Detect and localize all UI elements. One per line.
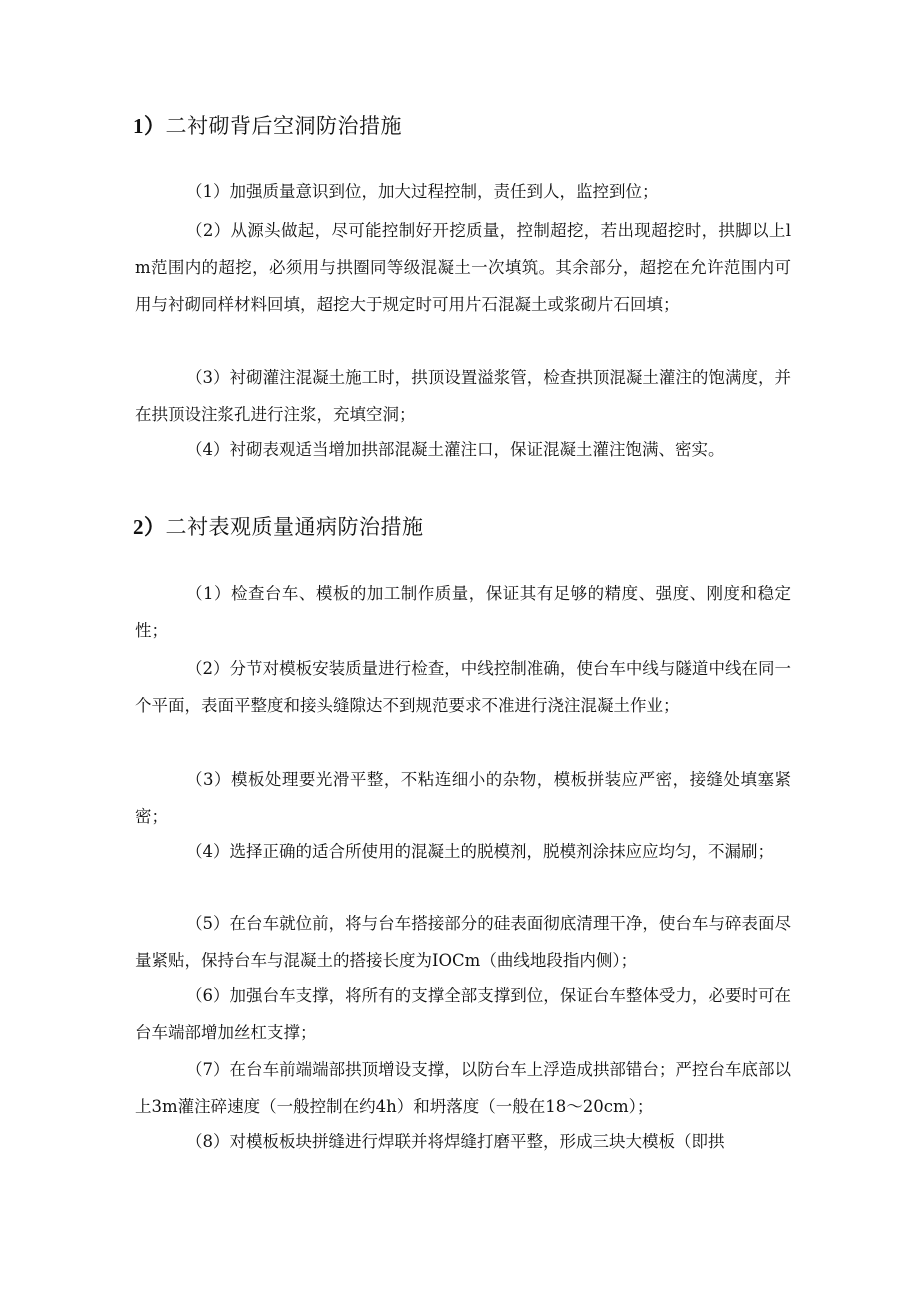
section-1-heading bbox=[133, 110, 402, 140]
section-2-paragraph-7: （7）在台车前端端部拱顶增设支撑，以防台车上浮造成拱部错台；严控台车底部以上3m灌注碎速度（一般控制在约4h）和坍落度（一般在18～20cm）； bbox=[135, 1060, 791, 1116]
section-2-number: 2） bbox=[133, 515, 166, 539]
section-2-paragraph-6: （6）加强台车支撑，将所有的支撑全部支撑到位，保证台车整体受力，必要时可在台车端部增加丝杠支撑； bbox=[135, 986, 791, 1042]
section-2-paragraph-3: （3）模板处理要光滑平整，不粘连细小的杂物，模板拼装应严密，接缝处填塞紧密； bbox=[135, 770, 791, 826]
section-1-paragraph-1: （1）加强质量意识到位，加大过程控制，责任到人，监控到位； bbox=[186, 182, 659, 201]
section-2-paragraph-4: （4）选择正确的适合所使用的混凝土的脱模剂，脱模剂涂抹应应均匀，不漏刷； bbox=[186, 842, 774, 861]
section-1-paragraph-4: （4）衬砌表观适当增加拱部混凝土灌注口，保证混凝土灌注饱满、密实。 bbox=[186, 440, 725, 459]
section-1-number: 1） bbox=[133, 114, 166, 138]
section-2-paragraph-1: （1）检查台车、模板的加工制作质量，保证其有足够的精度、强度、刚度和稳定性； bbox=[135, 584, 791, 640]
section-2-paragraph-5: （5）在台车就位前，将与台车搭接部分的硅表面彻底清理干净，使台车与碎表面尽量紧贴，保持台车与混凝土的搭接长度为IOCm（曲线地段指内侧）； bbox=[135, 914, 791, 970]
section-2-paragraph-8: （8）对模板板块拼缝进行焊联并将焊缝打磨平整，形成三块大模板（即拱 bbox=[186, 1132, 725, 1151]
section-2-title: 二衬表观质量通病防治措施 bbox=[165, 515, 424, 539]
section-1-paragraph-3: （3）衬砌灌注混凝土施工时，拱顶设置溢浆管，检查拱顶混凝土灌注的饱满度，并在拱顶设注浆孔进行注浆，充填空洞； bbox=[135, 368, 791, 424]
section-1-paragraph-2: （2）从源头做起，尽可能控制好开挖质量，控制超挖，若出现超挖时，拱脚以上lm范围内的超挖，必须用与拱圈同等级混凝土一次填筑。其余部分，超挖在允许范围内可用与衬砌同样材料回填，超挖大于规定时可用片石混凝土或浆砌片石回填； bbox=[135, 221, 791, 314]
section-2-paragraph-2: （2）分节对模板安装质量进行检查，中线控制准确，使台车中线与隧道中线在同一个平面，表面平整度和接头缝隙达不到规范要求不准进行浇注混凝土作业； bbox=[135, 659, 791, 715]
section-2-heading bbox=[133, 511, 424, 541]
section-1-title: 二衬砌背后空洞防治措施 bbox=[165, 114, 402, 138]
